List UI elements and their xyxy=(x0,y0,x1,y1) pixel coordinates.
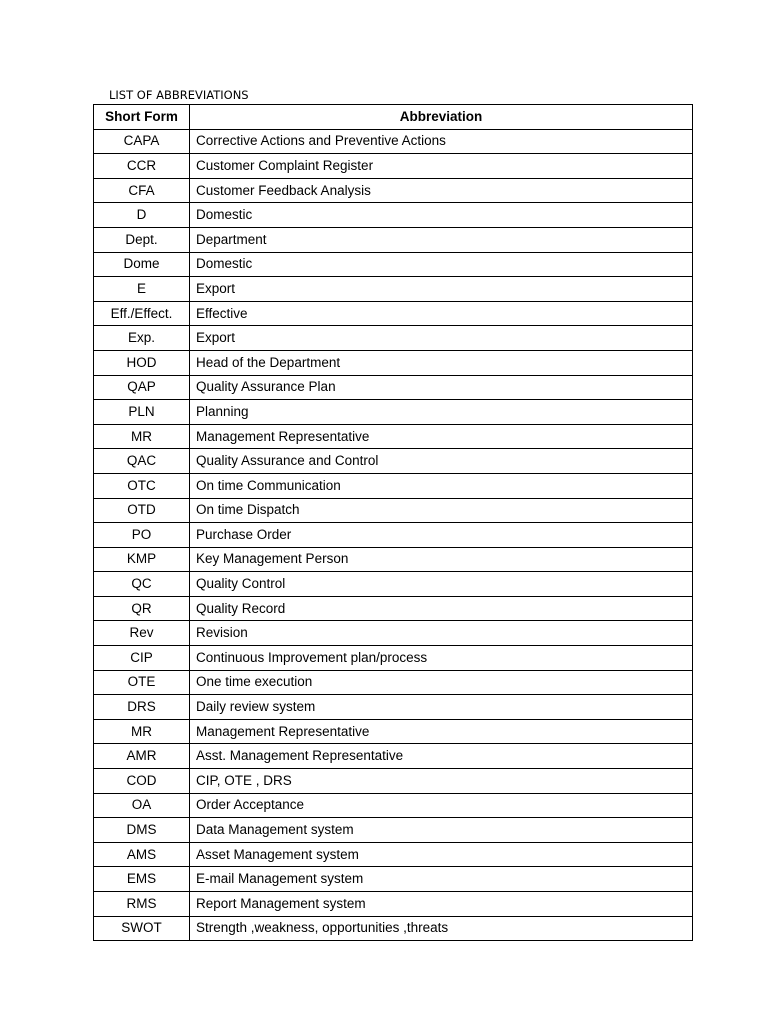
short-form-cell: MR xyxy=(94,424,190,449)
short-form-cell: SWOT xyxy=(94,916,190,941)
table-row xyxy=(94,227,693,252)
header-abbreviation: Abbreviation xyxy=(190,105,693,130)
table-row xyxy=(94,498,693,523)
short-form-cell: Exp. xyxy=(94,326,190,351)
short-form-cell: DRS xyxy=(94,695,190,720)
table-row xyxy=(94,375,693,400)
table-row xyxy=(94,670,693,695)
abbreviation-cell: Quality Record xyxy=(190,596,693,621)
table-row xyxy=(94,793,693,818)
abbreviation-cell: One time execution xyxy=(190,670,693,695)
table-row xyxy=(94,621,693,646)
short-form-cell: Dome xyxy=(94,252,190,277)
short-form-cell: QAP xyxy=(94,375,190,400)
abbreviation-cell: Quality Assurance Plan xyxy=(190,375,693,400)
short-form-cell: QC xyxy=(94,572,190,597)
short-form-cell: CFA xyxy=(94,178,190,203)
abbreviation-cell: Head of the Department xyxy=(190,350,693,375)
short-form-cell: OTE xyxy=(94,670,190,695)
table-row xyxy=(94,695,693,720)
abbreviation-cell: Customer Complaint Register xyxy=(190,154,693,179)
abbreviation-cell: Planning xyxy=(190,400,693,425)
short-form-cell: PO xyxy=(94,523,190,548)
table-row xyxy=(94,350,693,375)
abbreviation-cell: Department xyxy=(190,227,693,252)
short-form-cell: OTC xyxy=(94,473,190,498)
short-form-cell: AMR xyxy=(94,744,190,769)
abbreviation-cell: Management Representative xyxy=(190,424,693,449)
table-row xyxy=(94,252,693,277)
short-form-cell: EMS xyxy=(94,867,190,892)
abbreviation-cell: E-mail Management system xyxy=(190,867,693,892)
short-form-cell: PLN xyxy=(94,400,190,425)
short-form-cell: CCR xyxy=(94,154,190,179)
table-row xyxy=(94,400,693,425)
abbreviation-cell: Data Management system xyxy=(190,818,693,843)
table-row xyxy=(94,178,693,203)
table-row xyxy=(94,744,693,769)
table-row xyxy=(94,769,693,794)
abbreviation-cell: Customer Feedback Analysis xyxy=(190,178,693,203)
table-row xyxy=(94,818,693,843)
abbreviation-cell: Domestic xyxy=(190,252,693,277)
short-form-cell: CAPA xyxy=(94,129,190,154)
table-row xyxy=(94,129,693,154)
short-form-cell: OTD xyxy=(94,498,190,523)
table-row xyxy=(94,473,693,498)
abbreviation-cell: Key Management Person xyxy=(190,547,693,572)
table-row xyxy=(94,424,693,449)
table-row xyxy=(94,892,693,917)
abbreviation-cell: On time Communication xyxy=(190,473,693,498)
abbreviation-cell: Report Management system xyxy=(190,892,693,917)
short-form-cell: KMP xyxy=(94,547,190,572)
document-title: LIST OF ABBREVIATIONS xyxy=(109,88,249,102)
short-form-cell: MR xyxy=(94,719,190,744)
short-form-cell: HOD xyxy=(94,350,190,375)
table-row xyxy=(94,277,693,302)
abbreviation-cell: On time Dispatch xyxy=(190,498,693,523)
table-row xyxy=(94,867,693,892)
short-form-cell: COD xyxy=(94,769,190,794)
table-header xyxy=(94,105,693,130)
table-row xyxy=(94,449,693,474)
abbreviation-cell: Management Representative xyxy=(190,719,693,744)
table-body xyxy=(94,129,693,941)
abbreviation-cell: Effective xyxy=(190,301,693,326)
header-short-form: Short Form xyxy=(94,105,190,130)
abbreviation-cell: Asst. Management Representative xyxy=(190,744,693,769)
short-form-cell: OA xyxy=(94,793,190,818)
table-row xyxy=(94,916,693,941)
abbreviation-cell: Asset Management system xyxy=(190,842,693,867)
abbreviation-cell: Domestic xyxy=(190,203,693,228)
abbreviation-cell: Corrective Actions and Preventive Actions xyxy=(190,129,693,154)
short-form-cell: DMS xyxy=(94,818,190,843)
abbreviation-cell: Quality Assurance and Control xyxy=(190,449,693,474)
header-row xyxy=(94,105,693,130)
short-form-cell: Eff./Effect. xyxy=(94,301,190,326)
short-form-cell: QAC xyxy=(94,449,190,474)
abbreviation-cell: Export xyxy=(190,326,693,351)
abbreviation-cell: Strength ,weakness, opportunities ,threats xyxy=(190,916,693,941)
short-form-cell: RMS xyxy=(94,892,190,917)
short-form-cell: AMS xyxy=(94,842,190,867)
table-row xyxy=(94,523,693,548)
abbreviation-cell: Order Acceptance xyxy=(190,793,693,818)
short-form-cell: Dept. xyxy=(94,227,190,252)
short-form-cell: QR xyxy=(94,596,190,621)
abbreviation-cell: CIP, OTE , DRS xyxy=(190,769,693,794)
abbreviation-cell: Continuous Improvement plan/process xyxy=(190,646,693,671)
abbreviation-cell: Quality Control xyxy=(190,572,693,597)
short-form-cell: Rev xyxy=(94,621,190,646)
table-row xyxy=(94,596,693,621)
abbreviation-cell: Export xyxy=(190,277,693,302)
short-form-cell: CIP xyxy=(94,646,190,671)
table-row xyxy=(94,301,693,326)
table-row xyxy=(94,646,693,671)
table-row xyxy=(94,203,693,228)
abbreviation-cell: Daily review system xyxy=(190,695,693,720)
table-row xyxy=(94,154,693,179)
table-row xyxy=(94,842,693,867)
table-row xyxy=(94,326,693,351)
table-row xyxy=(94,547,693,572)
abbreviation-cell: Purchase Order xyxy=(190,523,693,548)
abbreviation-cell: Revision xyxy=(190,621,693,646)
table-row xyxy=(94,572,693,597)
abbreviations-table xyxy=(93,104,693,941)
short-form-cell: D xyxy=(94,203,190,228)
table-row xyxy=(94,719,693,744)
short-form-cell: E xyxy=(94,277,190,302)
